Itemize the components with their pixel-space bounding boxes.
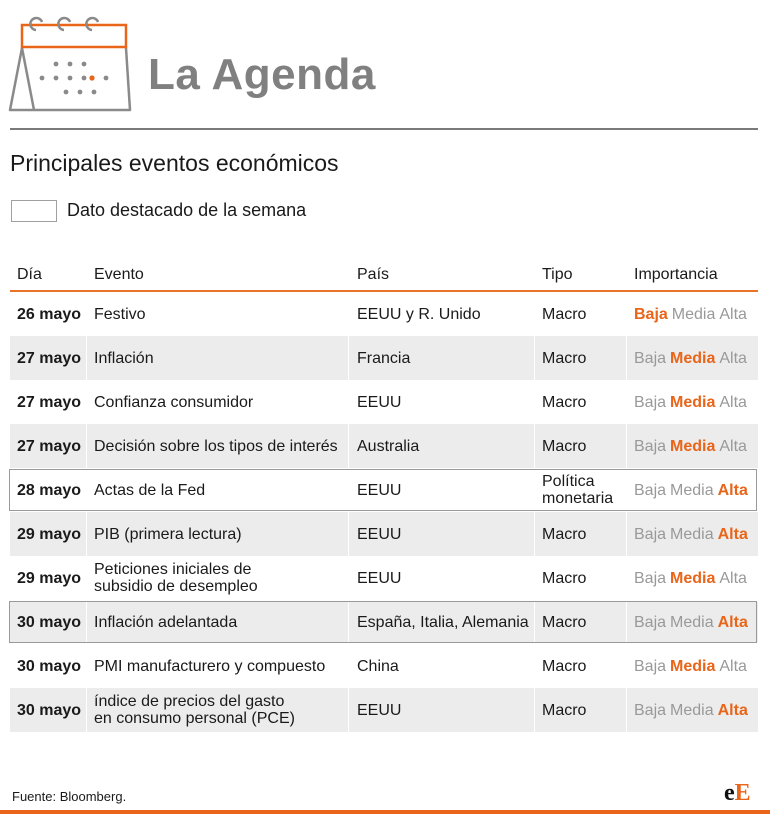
cell-pais: EEUU — [357, 393, 402, 411]
column-header-dia: Día — [17, 266, 42, 283]
cell-importancia — [627, 688, 758, 732]
header-divider — [10, 128, 758, 130]
legend-swatch — [11, 200, 57, 222]
cell-importancia — [627, 556, 758, 600]
importance-level-alta: Alta — [717, 613, 748, 631]
cell-dia: 30 mayo — [17, 657, 82, 675]
cell-tipo: Macro — [535, 336, 626, 380]
cell-tipo: Macro — [542, 305, 587, 323]
cell-evento: Inflación adelantada — [87, 602, 348, 642]
table-row — [10, 644, 758, 688]
column-header-tipo: Tipo — [542, 266, 573, 283]
importance-level-media: Media — [670, 525, 714, 543]
importance-level-alta: Alta — [717, 481, 748, 499]
cell-pais: EEUU — [349, 688, 534, 732]
importance-level-media: Media — [670, 613, 714, 631]
cell-dia: 26 mayo — [17, 305, 82, 323]
cell-dia: 29 mayo — [10, 512, 86, 556]
table-row — [10, 556, 758, 600]
events-table — [10, 262, 758, 732]
importance-level-media: Media — [670, 349, 716, 367]
table-row — [10, 336, 758, 380]
importance-level-media: Media — [670, 481, 714, 499]
cell-tipo: Macro — [542, 657, 587, 675]
cell-importancia — [627, 602, 758, 642]
cell-pais: EEUU — [349, 512, 534, 556]
page-title: La Agenda — [148, 50, 376, 99]
table-row — [10, 600, 758, 644]
cell-importancia — [627, 470, 758, 510]
importance-level-alta: Alta — [719, 393, 747, 411]
table-row — [10, 468, 758, 512]
importance-level-media: Media — [671, 305, 716, 323]
cell-pais: EEUU — [357, 481, 402, 499]
cell-tipo: Política monetaria — [542, 473, 614, 507]
cell-dia: 27 mayo — [17, 393, 82, 411]
cell-dia: 30 mayo — [10, 688, 86, 732]
importance-level-baja: Baja — [634, 349, 667, 367]
cell-dia: 27 mayo — [10, 336, 86, 380]
importance-level-baja: Baja — [634, 701, 667, 719]
brand-logo: eE — [724, 780, 751, 806]
importance-level-baja: Baja — [634, 305, 668, 323]
cell-dia: 27 mayo — [10, 424, 86, 468]
column-header-pais: País — [357, 266, 390, 283]
cell-tipo: Macro — [535, 512, 626, 556]
cell-pais: China — [357, 657, 399, 675]
cell-evento: Confianza consumidor — [94, 393, 254, 411]
importance-level-baja: Baja — [634, 569, 667, 587]
importance-level-media: Media — [670, 569, 716, 587]
column-header-evento: Evento — [94, 266, 144, 283]
source-note: Fuente: Bloomberg. — [12, 789, 127, 804]
importance-level-media: Media — [670, 393, 716, 411]
cell-importancia — [627, 424, 758, 468]
cell-tipo: Macro — [542, 393, 587, 411]
importance-level-baja: Baja — [634, 437, 667, 455]
table-row — [10, 688, 758, 732]
importance-level-alta: Alta — [719, 569, 747, 587]
importance-level-baja: Baja — [634, 525, 667, 543]
header — [0, 0, 770, 130]
importance-level-baja: Baja — [634, 481, 667, 499]
cell-dia: 28 mayo — [17, 481, 82, 499]
table-row — [10, 424, 758, 468]
cell-dia: 30 mayo — [10, 602, 86, 642]
table-row — [10, 512, 758, 556]
table-row — [10, 292, 758, 336]
cell-pais: España, Italia, Alemania — [349, 602, 534, 642]
importance-level-media: Media — [670, 657, 716, 675]
cell-evento: índice de precios del gasto en consumo personal (PCE) — [87, 688, 348, 732]
cell-pais: EEUU — [357, 569, 402, 587]
cell-tipo: Macro — [535, 688, 626, 732]
importance-level-alta: Alta — [719, 305, 747, 323]
importance-level-alta: Alta — [719, 657, 747, 675]
section-subtitle: Principales eventos económicos — [10, 150, 339, 176]
calendar-icon — [8, 14, 132, 114]
importance-level-alta: Alta — [719, 349, 747, 367]
cell-evento: Festivo — [94, 305, 146, 323]
cell-dia: 29 mayo — [17, 569, 82, 587]
cell-importancia — [627, 336, 758, 380]
cell-importancia — [627, 380, 758, 424]
cell-tipo: Macro — [535, 424, 626, 468]
cell-evento: PIB (primera lectura) — [87, 512, 348, 556]
cell-pais: Australia — [349, 424, 534, 468]
column-header-importancia: Importancia — [634, 266, 718, 283]
importance-level-media: Media — [670, 701, 714, 719]
cell-importancia — [627, 644, 758, 688]
table-body — [10, 292, 758, 732]
table-row — [10, 380, 758, 424]
cell-pais: EEUU y R. Unido — [357, 305, 481, 323]
importance-level-alta: Alta — [717, 701, 748, 719]
cell-pais: Francia — [349, 336, 534, 380]
table-header — [10, 262, 758, 292]
importance-level-baja: Baja — [634, 657, 667, 675]
importance-level-media: Media — [670, 437, 716, 455]
cell-evento: Actas de la Fed — [94, 481, 206, 499]
importance-level-baja: Baja — [634, 613, 667, 631]
importance-level-alta: Alta — [719, 437, 747, 455]
importance-level-alta: Alta — [717, 525, 748, 543]
cell-evento: Decisión sobre los tipos de interés — [87, 424, 348, 468]
cell-importancia — [627, 512, 758, 556]
cell-importancia — [627, 292, 758, 336]
cell-evento: Inflación — [87, 336, 348, 380]
cell-evento: PMI manufacturero y compuesto — [94, 657, 326, 675]
cell-tipo: Macro — [542, 569, 587, 587]
bottom-accent-bar — [0, 810, 770, 814]
importance-level-baja: Baja — [634, 393, 667, 411]
cell-evento: Peticiones iniciales de subsidio de desempleo — [94, 561, 258, 595]
legend-label: Dato destacado de la semana — [67, 200, 307, 220]
cell-tipo: Macro — [535, 602, 626, 642]
